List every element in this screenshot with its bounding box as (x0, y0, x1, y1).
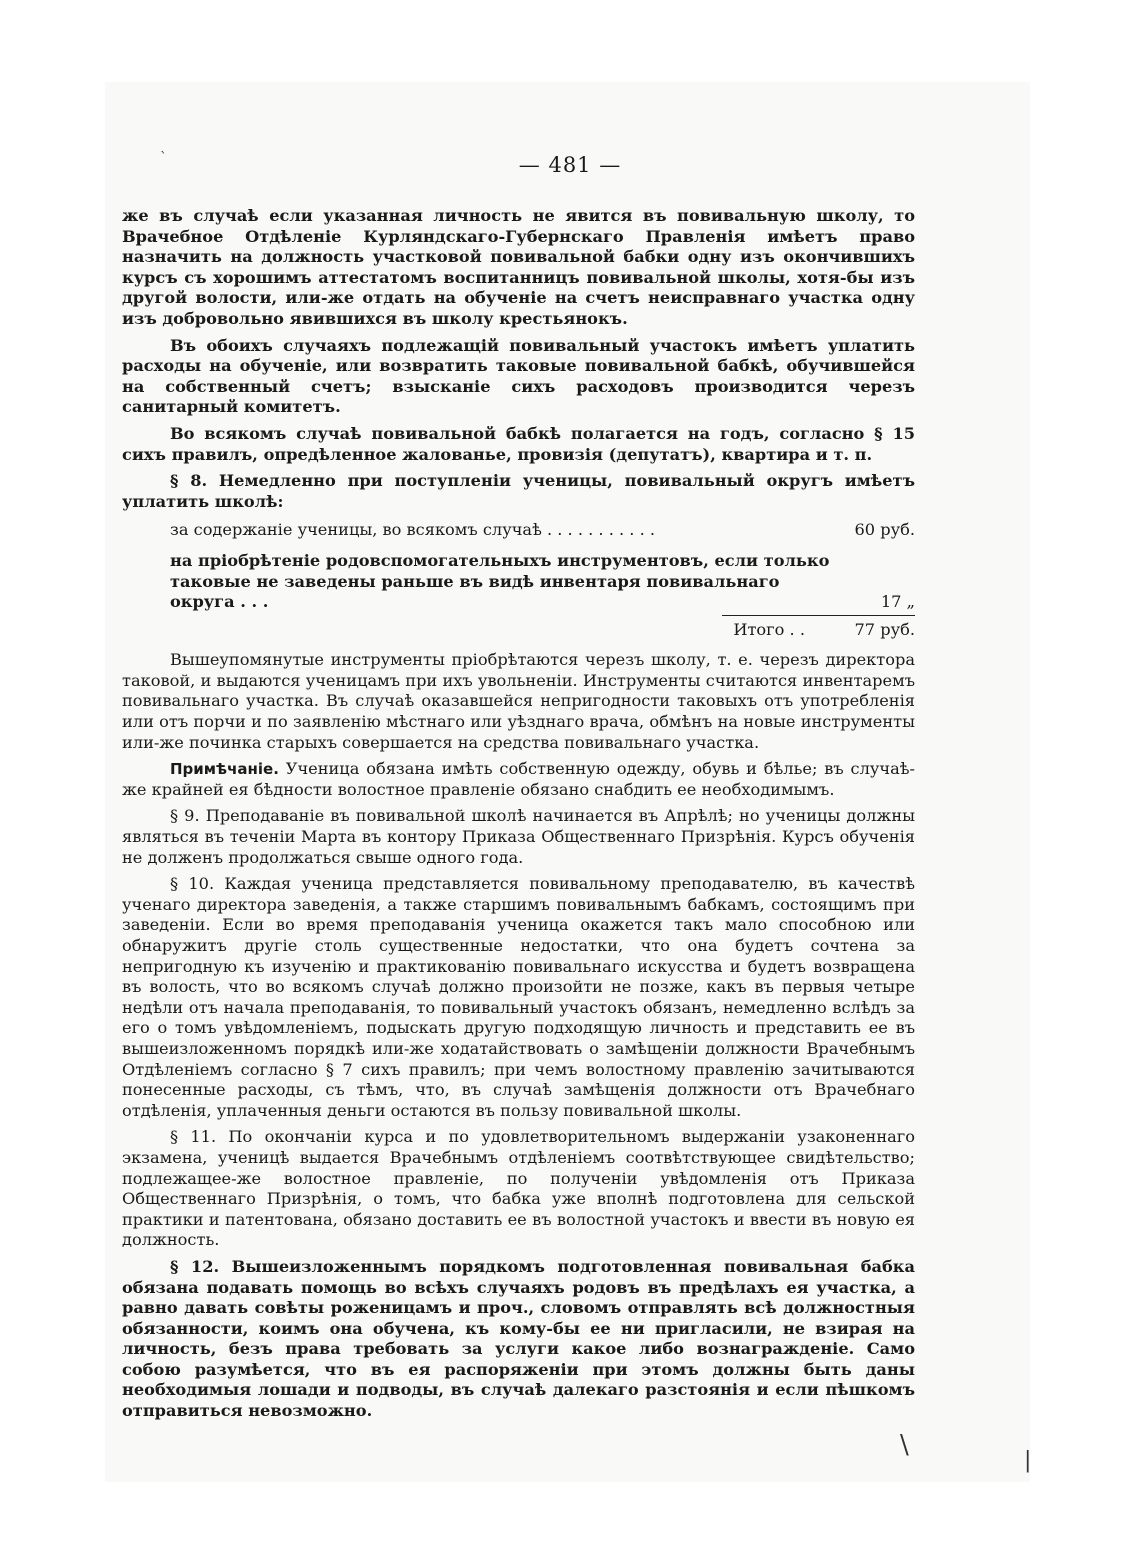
fee-label: на пріобрѣтеніе родовспомогательныхъ инструментовъ, если только таковые не заведены раньше въ видѣ инвентаря повивальнаго округа . . . (170, 550, 830, 612)
paragraph: же въ случаѣ если указанная личность не явится въ повивальную школу, то Врачебное Отдѣленіе Курляндскаго-Губернскаго Правленія имѣетъ право назначить на должность участковой повивальной бабки одну изъ окончившихъ курсъ съ хорошимъ аттестатомъ воспитанницъ повивальной школы, хотя-бы изъ другой волости, или-же отдать на обученіе на счетъ неисправнаго участка одну изъ добровольно явившихся въ школу крестьянокъ. (122, 206, 915, 328)
section-10: § 10. Каждая ученица представляется повивальному преподавателю, въ качествѣ ученаго директора заведенія, а также старшимъ повивальнымъ бабкамъ, состоящимъ при заведеніи. Если во время преподаванія ученица окажется такъ мало способною или обнаружитъ другіе столь существенные недостатки, что она будетъ сочтена за непригодную къ изученію и практикованію повивальнаго искусства и будетъ возвращена въ волость, что во всякомъ случаѣ должно произойти не позже, какъ въ первыя четыре недѣли отъ начала преподаванія, то повивальный участокъ обязанъ, немедленно вслѣдъ за его о томъ увѣдомленіемъ, подыскать другую подходящую личность и представить ее въ вышеизложенномъ порядкѣ или-же ходатайствовать о замѣщеніи должности Врачебнымъ Отдѣленіемъ согласно § 7 сихъ правилъ; при чемъ волостному правленію зачитываются понесенные расходы, съ тѣмъ, что, въ случаѣ замѣщенія должности отъ Врачебнаго отдѣленія, уплаченныя деньги остаются въ пользу повивальной школы. (122, 874, 915, 1120)
paragraph: Въ обоихъ случаяхъ подлежащій повивальный участокъ имѣетъ уплатить расходы на обученіе, или возвратить таковые повивальной бабкѣ, обучившейся на собственный счетъ; взысканіе сихъ расходовъ производится черезъ санитарный комитетъ. (122, 335, 915, 417)
page-number: — 481 — (518, 153, 622, 177)
fee-value: 17 „ (880, 592, 915, 612)
total-value: 77 руб. (854, 619, 915, 639)
note (122, 759, 915, 800)
note-label: Примѣчаніе. (170, 760, 279, 779)
total-label: Итого . . (733, 619, 805, 639)
note-text: Ученица обязана имѣть собственную одежду, обувь и бѣлье; въ случаѣ-же крайней ея бѣдности волостное правленіе обязано снабдить ее необходимымъ. (122, 759, 915, 799)
section-8: § 8. Немедленно при поступленіи ученицы, повивальный округъ имѣетъ уплатить школѣ: (122, 471, 915, 511)
sum-rule (722, 615, 915, 616)
section-9: § 9. Преподаваніе въ повивальной школѣ начинается въ Апрѣлѣ; но ученицы должны являться въ теченіи Марта въ контору Приказа Общественнаго Призрѣнія. Курсъ обученія не долженъ продолжаться свыше одного года. (122, 806, 915, 867)
section-12: § 12. Вышеизложеннымъ порядкомъ подготовленная повивальная бабка обязана подавать помощь во всѣхъ случаяхъ родовъ въ предѣлахъ ея участка, а равно давать совѣты роженицамъ и проч., словомъ отправлять всѣ должностныя обязанности, коимъ она обучена, къ кому-бы ее ни пригласили, не взирая на личность, безъ права требовать за услуги какое либо вознагражденіе. Само собою разумѣется, что въ ея распоряженіи при этомъ должны быть даны необходимыя лошади и подводы, въ случаѣ далекаго разстоянія и если пѣшкомъ отправиться невозможно. (122, 1256, 915, 1421)
document-body (122, 206, 915, 1428)
fee-label: за содержаніе ученицы, во всякомъ случаѣ . . . . . . . . . . . (170, 520, 656, 540)
fee-row-maintenance (170, 520, 915, 541)
section-11: § 11. По окончаніи курса и по удовлетворительномъ выдержаніи узаконеннаго экзамена, ученицѣ выдается Врачебнымъ отдѣленіемъ соотвѣтствующее свидѣтельство; подлежащее-же волостное правленіе, по полученіи увѣдомленія отъ Приказа Общественнаго Призрѣнія, о томъ, что бабка уже вполнѣ подготовлена для сельской практики и патентована, обязано доставить ее въ волостной участокъ и ввести въ новую ея должность. (122, 1127, 915, 1250)
paragraph: Во всякомъ случаѣ повивальной бабкѣ полагается на годъ, согласно § 15 сихъ правилъ, опредѣленное жалованье, провизія (депутатъ), квартира и т. п. (122, 423, 915, 464)
fee-row-instruments (170, 551, 915, 613)
scan-mark: \ (900, 1430, 909, 1460)
scan-mark: ` (160, 150, 167, 166)
fee-value: 60 руб. (854, 520, 915, 540)
paragraph: Вышеупомянутые инструменты пріобрѣтаются черезъ школу, т. е. черезъ директора таковой, и выдаются ученицамъ при ихъ увольненіи. Инструменты считаются инвентаремъ повивальнаго участка. Въ случаѣ оказавшейся непригодности таковыхъ отъ употребленія или отъ порчи и по заявленію мѣстнаго или уѣзднаго врача, обмѣнъ на новые инструменты или-же починка старыхъ совершается на средства повивальнаго участка. (122, 650, 915, 752)
fee-total-row (122, 620, 915, 641)
scan-mark: | (1024, 1448, 1032, 1473)
